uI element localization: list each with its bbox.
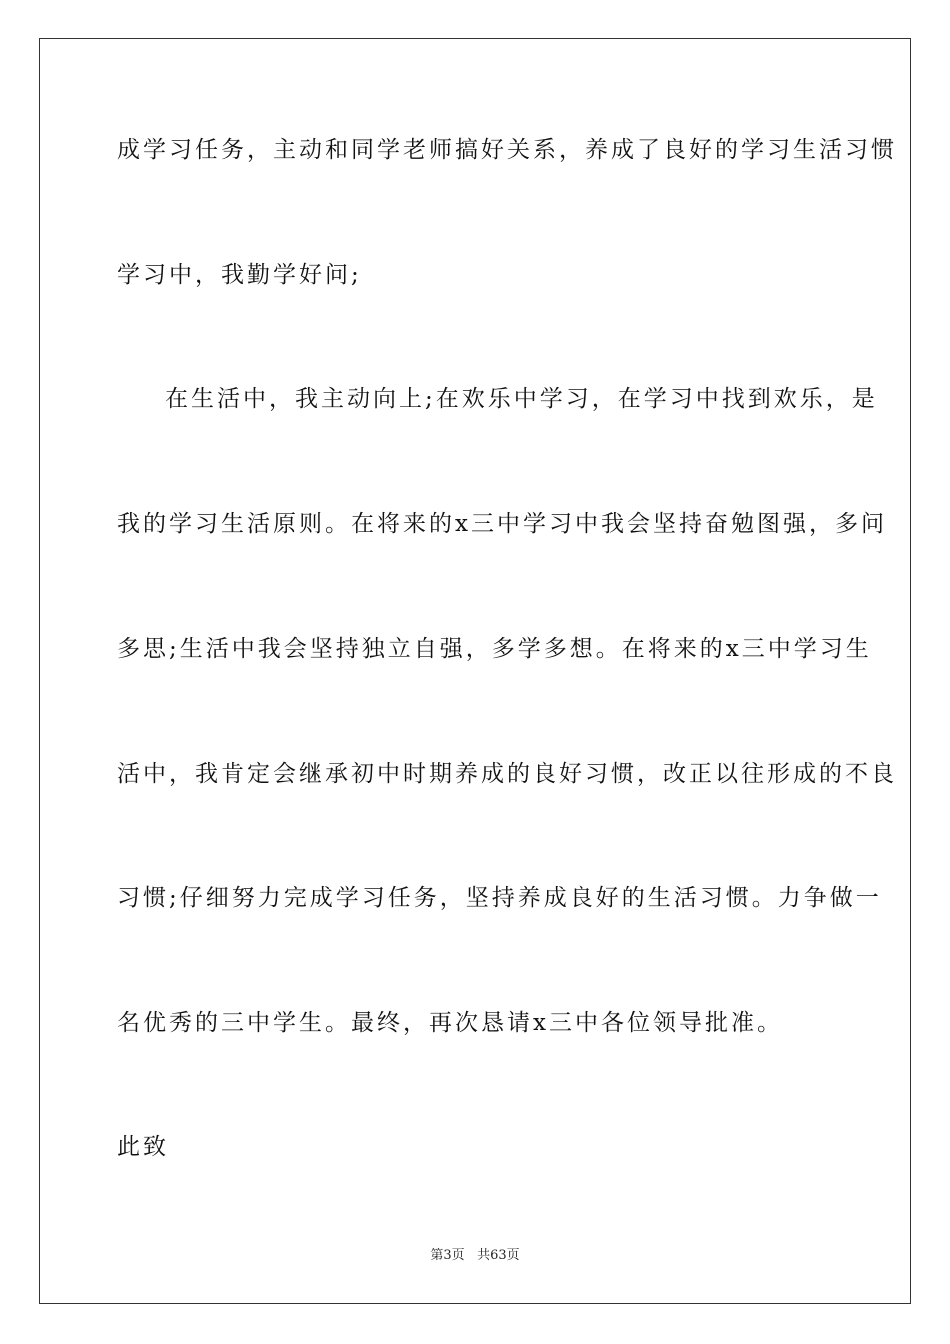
body-line-1: 成学习任务，主动和同学老师搞好关系，养成了良好的学习生活习惯 — [117, 137, 897, 163]
page-footer — [0, 1247, 950, 1265]
page-border — [39, 38, 911, 1304]
body-line-6: 活中，我肯定会继承初中时期养成的良好习惯，改正以往形成的不良 — [117, 761, 897, 787]
body-line-8: 名优秀的三中学生。最终，再次恳请x三中各位领导批准。 — [117, 1010, 783, 1036]
closing-salutation: 此致 — [117, 1134, 169, 1160]
body-line-5: 多思;生活中我会坚持独立自强，多学多想。在将来的x三中学习生 — [117, 636, 872, 662]
body-line-2: 学习中，我勤学好问; — [117, 262, 362, 288]
body-line-4: 我的学习生活原则。在将来的x三中学习中我会坚持奋勉图强，多问 — [117, 511, 887, 537]
page-number: 第3页 — [430, 1248, 465, 1263]
body-line-3: 在生活中，我主动向上;在欢乐中学习，在学习中找到欢乐，是 — [165, 386, 878, 412]
total-pages: 共63页 — [477, 1248, 520, 1263]
body-line-7: 习惯;仔细努力完成学习任务，坚持养成良好的生活习惯。力争做一 — [117, 885, 882, 911]
